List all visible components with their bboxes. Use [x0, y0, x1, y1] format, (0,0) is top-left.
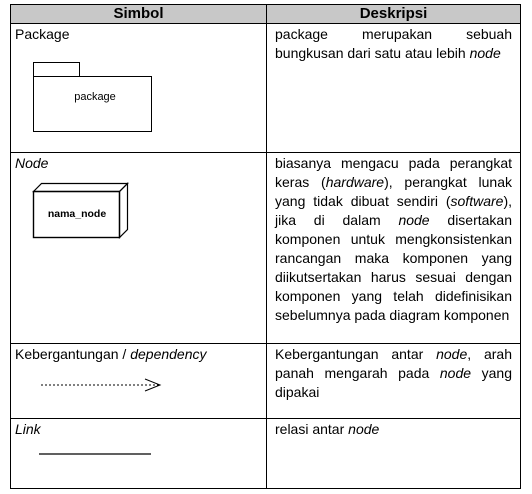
- description-cell: [267, 153, 521, 344]
- dependency-arrow-icon: [41, 378, 163, 392]
- description-cell: [267, 344, 521, 419]
- header-row: [11, 5, 521, 24]
- description-run: relasi antar: [275, 421, 349, 437]
- symbol-cell: [11, 153, 267, 344]
- symbol-label: Node: [15, 155, 49, 171]
- header-description: Deskripsi: [267, 5, 521, 24]
- description-run: ), jika di dalam: [275, 193, 512, 228]
- symbol-cell: [11, 344, 267, 419]
- symbol-label: Package: [15, 26, 70, 42]
- description-run: ), perangkat lunak yang tidak dibuat sendiri (: [275, 174, 512, 209]
- description-text: [267, 153, 520, 325]
- symbol-label: Link: [15, 421, 41, 437]
- symbol-label-main: Kebergantungan /: [15, 346, 131, 362]
- symbol-label-italic: dependency: [130, 346, 207, 362]
- description-run: , arah panah mengarah pada: [275, 346, 512, 381]
- description-cell: [267, 24, 521, 153]
- header-symbol: Simbol: [11, 5, 267, 24]
- table-row: [11, 419, 521, 489]
- description-italic: node: [398, 212, 430, 228]
- symbol-label: [11, 344, 266, 365]
- symbol-table: [10, 4, 521, 489]
- table-row: [11, 153, 521, 344]
- package-symbol: [33, 62, 158, 134]
- description-run: Kebergantungan antar: [275, 346, 437, 362]
- description-text: [267, 344, 520, 402]
- description-text: [267, 419, 520, 439]
- node-symbol: [33, 183, 133, 245]
- table-row: [11, 24, 521, 153]
- symbol-cell: [11, 24, 267, 153]
- description-italic: node: [348, 421, 380, 437]
- description-italic: hardware: [325, 174, 385, 190]
- table-row: [11, 344, 521, 419]
- link-line-icon: [39, 453, 153, 457]
- description-cell: [267, 419, 521, 489]
- description-run: package merupakan sebuah bungkusan dari satu atau lebih: [275, 26, 512, 61]
- description-italic: node: [469, 45, 501, 61]
- description-run: disertakan komponen untuk mengkonsistenkan rancangan maka komponen yang diikutsertakan harus sesuai dengan komponen yang telah didefinisikan sebelumnya pada diagram komponen: [275, 212, 513, 323]
- description-italic: node: [436, 346, 468, 362]
- description-italic: software: [450, 193, 504, 209]
- package-figure-text: package: [74, 91, 116, 103]
- description-run: yang dipakai: [275, 365, 512, 400]
- description-run: biasanya mengacu pada perangkat keras (: [275, 155, 512, 190]
- description-italic: node: [439, 365, 472, 381]
- node-figure-text: nama_node: [47, 208, 107, 220]
- description-text: [267, 24, 520, 63]
- symbol-cell: [11, 419, 267, 489]
